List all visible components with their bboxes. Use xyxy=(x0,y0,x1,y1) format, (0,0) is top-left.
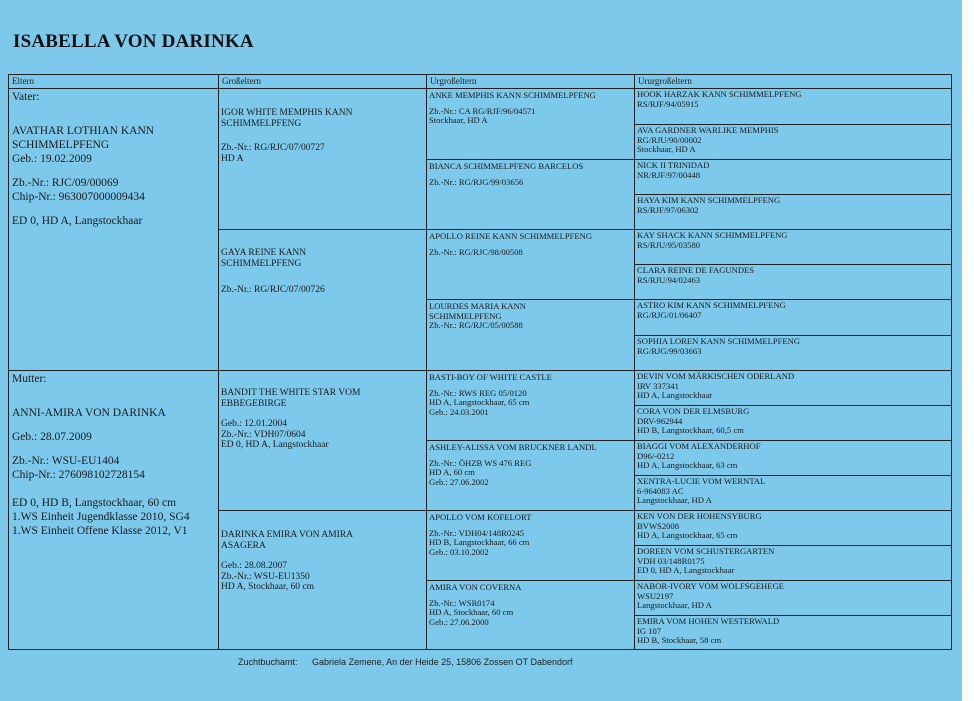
great-grandparent-registry: Zb.-Nr.: WSR0174 xyxy=(429,597,495,608)
gg-grandparent-registry: RG/RJU/90/00002 xyxy=(637,134,702,145)
gg-grandparent-cell xyxy=(637,442,761,471)
great-grandparent-info: HD A, Stockhaar, 60 cm xyxy=(429,607,514,618)
gg-grandparent-registry: NR/RJF/97/00448 xyxy=(637,169,701,180)
page-title: ISABELLA VON DARINKA xyxy=(13,31,254,52)
great-grandparent-info: HD B, Langstockhaar, 66 cm xyxy=(429,537,530,548)
grandparent-name: SCHIMMELPFENG xyxy=(221,258,302,269)
sire-label: Vater: xyxy=(12,91,40,103)
gg-grandparent-cell xyxy=(637,90,801,109)
great-grandparent-name: ASHLEY-ALISSA VOM BRUCKNER LANDL xyxy=(429,442,597,452)
gg-grandparent-name: KEN VON DER HOHENSYBURG xyxy=(637,511,762,521)
sire-cell xyxy=(12,90,154,228)
gg-grandparent-name: CORA VON DER ELMSBURG xyxy=(637,406,750,416)
gg-grandparent-cell xyxy=(637,301,786,320)
gg-grandparent-cell xyxy=(637,617,779,646)
grandparent-name: ASAGERA xyxy=(221,540,266,551)
grandparent-birth: Geb.: 28.08.2007 xyxy=(221,561,287,571)
grandparent-cell xyxy=(221,530,353,593)
gg-grandparent-info: Stockhaar, HD A xyxy=(637,144,696,155)
row-divider xyxy=(218,510,951,511)
grandparent-info: HD A, Stockhaar, 60 cm xyxy=(221,582,315,592)
gg-grandparent-registry: RS/RJU/94/02463 xyxy=(637,274,701,285)
great-grandparent-cell xyxy=(429,373,552,417)
gg-grandparent-registry: DRV-962944 xyxy=(637,415,683,426)
sire-registry: Zb.-Nr.: RJC/09/00069 xyxy=(12,177,119,189)
great-grandparent-name: ANKE MEMPHIS KANN SCHIMMELPFENG xyxy=(429,90,596,100)
grandparent-birth: Geb.: 12.01.2004 xyxy=(221,419,287,429)
column-divider xyxy=(426,75,427,649)
grandparent-cell xyxy=(221,248,325,296)
dam-registry: Zb.-Nr.: WSU-EU1404 xyxy=(12,455,120,467)
gg-grandparent-name: HOOK HARZAK KANN SCHIMMELPFENG xyxy=(637,89,802,99)
gg-grandparent-name: NABOR-IVORY VOM WOLFSGEHEGE xyxy=(637,581,784,591)
gg-grandparent-cell xyxy=(637,231,788,250)
sire-info: ED 0, HD A, Langstockhaar xyxy=(12,215,143,227)
gg-grandparent-cell xyxy=(637,337,800,356)
gg-grandparent-registry: 6-964083 AC xyxy=(637,485,684,496)
sire-name-line1: AVATHAR LOTHIAN KANN xyxy=(12,125,155,137)
row-divider xyxy=(218,229,951,230)
grandparent-registry: Zb.-Nr.: RG/RJC/07/00727 xyxy=(221,143,325,153)
great-grandparent-info: Stockhaar, HD A xyxy=(429,115,488,126)
gg-grandparent-info: ED 0, HD A, Langstockhaar xyxy=(637,565,735,576)
gg-grandparent-name: CLARA REINE DE FAGUNDES xyxy=(637,265,755,275)
dam-title-1: 1.WS Einheit Jugendklasse 2010, SG4 xyxy=(12,511,190,523)
header-grosseltern: Großeltern xyxy=(222,76,261,86)
great-grandparent-info: HD A, 60 cm xyxy=(429,467,475,478)
great-grandparent-cell xyxy=(429,232,592,257)
great-grandparent-cell xyxy=(429,513,531,557)
gg-grandparent-cell xyxy=(637,126,779,155)
grandparent-registry: Zb.-Nr.: RG/RJC/07/00726 xyxy=(221,285,325,295)
gg-grandparent-info: Langstockhaar, HD A xyxy=(637,495,712,506)
gg-grandparent-registry: IRV 337341 xyxy=(637,380,679,391)
dam-name: ANNI-AMIRA VON DARINKA xyxy=(12,407,166,419)
great-grandparent-registry: Zb.-Nr.: RWS REG 05/0120 xyxy=(429,387,527,398)
great-grandparent-cell xyxy=(429,162,583,187)
great-grandparent-name: BIANCA SCHIMMELPFENG BARCELOS xyxy=(429,161,584,171)
grandparent-registry: Zb.-Nr.: WSU-EU1350 xyxy=(221,571,310,582)
grandparent-name: SCHIMMELPFENG xyxy=(221,118,302,129)
footer-label: Zuchtbuchamt: xyxy=(238,657,298,667)
gg-grandparent-cell xyxy=(637,196,780,215)
great-grandparent-name: APOLLO VOM KOFELORT xyxy=(429,512,532,522)
great-grandparent-cell xyxy=(429,302,526,331)
dam-chip: Chip-Nr.: 276098102728154 xyxy=(12,469,145,481)
great-grandparent-cell xyxy=(429,583,521,627)
footer-address: Gabriela Zemene, An der Heide 25, 15806 Zossen OT Dabendorf xyxy=(312,657,573,667)
dam-birth: Geb.: 28.07.2009 xyxy=(12,431,92,443)
grandparent-name: IGOR WHITE MEMPHIS KANN xyxy=(221,108,353,118)
gg-grandparent-cell xyxy=(637,547,774,576)
grandparent-registry: Zb.-Nr.: VDH07/0604 xyxy=(221,429,306,440)
gg-grandparent-registry: RS/RJF/94/05915 xyxy=(637,98,699,109)
great-grandparent-registry: Zb.-Nr.: ÖHZB WS 476 REG xyxy=(429,457,532,468)
column-divider xyxy=(218,75,219,649)
footer xyxy=(238,657,585,667)
gg-grandparent-cell xyxy=(637,407,749,436)
great-grandparent-birth: Geb.: 24.03.2001 xyxy=(429,406,489,417)
gg-grandparent-cell xyxy=(637,512,762,541)
header-eltern: Eltern xyxy=(12,76,34,86)
gg-grandparent-registry: RG/RJG/99/03663 xyxy=(637,345,702,356)
dam-cell xyxy=(12,372,190,538)
dam-label: Mutter: xyxy=(12,373,47,385)
great-grandparent-birth: Geb.: 03.10.2002 xyxy=(429,546,489,557)
great-grandparent-birth: Geb.: 27.06.2002 xyxy=(429,476,489,487)
great-grandparent-info: HD A, Langstockhaar, 65 cm xyxy=(429,397,530,408)
gg-grandparent-registry: BVWS2008 xyxy=(637,520,680,531)
grandparent-name: GAYA REINE KANN xyxy=(221,248,307,258)
grandparent-name: EBBEGEBIRGE xyxy=(221,398,287,409)
gg-grandparent-cell xyxy=(637,582,784,611)
sire-birth: Geb.: 19.02.2009 xyxy=(12,153,92,165)
pedigree-table xyxy=(8,74,952,650)
header-ururgrosseltern: Ururgroßeltern xyxy=(638,76,692,86)
header-urgrosseltern: Urgroßeltern xyxy=(430,76,477,86)
gg-grandparent-name: BIAGGI VOM ALEXANDERHOF xyxy=(637,441,761,451)
gg-grandparent-registry: RG/RJG/01/06407 xyxy=(637,309,702,320)
grandparent-info: HD A xyxy=(221,153,244,164)
header-divider xyxy=(9,88,951,89)
gg-grandparent-info: HD A, Langstockhaar, 65 cm xyxy=(637,530,738,541)
grandparent-name: DARINKA EMIRA VON AMIRA xyxy=(221,530,354,540)
grandparent-name: BANDIT THE WHITE STAR VOM xyxy=(221,388,361,398)
great-grandparent-birth: Geb.: 27.06.2000 xyxy=(429,616,489,627)
gg-grandparent-registry: RS/RJU/95/03580 xyxy=(637,239,701,250)
row-divider xyxy=(9,370,951,371)
gg-grandparent-name: ASTRO KIM KANN SCHIMMELPFENG xyxy=(637,300,786,310)
gg-grandparent-cell xyxy=(637,477,765,506)
sire-chip: Chip-Nr.: 963007000009434 xyxy=(12,191,145,203)
gg-grandparent-cell xyxy=(637,161,709,180)
grandparent-cell xyxy=(221,388,360,451)
gg-grandparent-registry: IG 107 xyxy=(637,625,662,636)
gg-grandparent-name: DEVIN VOM MÄRKISCHEN ODERLAND xyxy=(637,371,795,381)
dam-info: ED 0, HD B, Langstockhaar, 60 cm xyxy=(12,497,177,509)
great-grandparent-registry: Zb.-Nr.: CA RG/RJF/96/04571 xyxy=(429,105,536,116)
great-grandparent-registry: Zb.-Nr.: VDH04/148R0245 xyxy=(429,527,525,538)
great-grandparent-cell xyxy=(429,91,596,126)
great-grandparent-registry: Zb.-Nr.: RG/RJC/05/00588 xyxy=(429,320,523,331)
gg-grandparent-name: NICK II TRINIDAD xyxy=(637,160,710,170)
column-divider xyxy=(634,75,635,649)
great-grandparent-name: LOURDES MARIA KANN xyxy=(429,301,526,311)
gg-grandparent-info: HD B, Stockhaar, 58 cm xyxy=(637,635,722,646)
gg-grandparent-name: HAYA KIM KANN SCHIMMELPFENG xyxy=(637,195,781,205)
gg-grandparent-info: HD B, Langstockhaar, 60,5 cm xyxy=(637,425,744,436)
gg-grandparent-registry: WSU2197 xyxy=(637,590,674,601)
gg-grandparent-name: DOREEN VOM SCHUSTERGARTEN xyxy=(637,546,775,556)
gg-grandparent-registry: VDH 03/148R0175 xyxy=(637,555,705,566)
gg-grandparent-name: XENTRA-LUCIE VOM WERNTAL xyxy=(637,476,766,486)
dam-title-2: 1.WS Einheit Offene Klasse 2012, V1 xyxy=(12,525,188,537)
great-grandparent-registry: Zb.-Nr.: RG/RJG/99/03656 xyxy=(429,176,524,187)
gg-grandparent-cell xyxy=(637,266,754,285)
gg-grandparent-name: EMIRA VOM HOHEN WESTERWALD xyxy=(637,616,780,626)
sire-name-line2: SCHIMMELPFENG xyxy=(12,139,110,151)
gg-grandparent-registry: D96/-0212 xyxy=(637,450,675,461)
great-grandparent-name: BASTI-BOY OF WHITE CASTLE xyxy=(429,372,552,382)
gg-grandparent-cell xyxy=(637,372,794,401)
gg-grandparent-info: HD A, Langstockhaar xyxy=(637,390,713,401)
great-grandparent-registry: Zb.-Nr.: RG/RJC/98/00508 xyxy=(429,246,523,257)
gg-grandparent-info: HD A, Langstockhaar, 63 cm xyxy=(637,460,738,471)
great-grandparent-name: AMIRA VON COVERNA xyxy=(429,582,522,592)
gg-grandparent-name: AVA GARDNER WARLIKE MEMPHIS xyxy=(637,125,779,135)
gg-grandparent-name: KAY SHACK KANN SCHIMMELPFENG xyxy=(637,230,788,240)
grandparent-info: ED 0, HD A, Langstockhaar xyxy=(221,440,329,450)
great-grandparent-name: SCHIMMELPFENG xyxy=(429,310,502,321)
gg-grandparent-registry: RS/RJF/97/06302 xyxy=(637,204,699,215)
great-grandparent-cell xyxy=(429,443,597,487)
scan-margin xyxy=(962,0,974,701)
gg-grandparent-info: Langstockhaar, HD A xyxy=(637,600,712,611)
grandparent-cell xyxy=(221,108,353,164)
great-grandparent-name: APOLLO REINE KANN SCHIMMELPFENG xyxy=(429,231,593,241)
gg-grandparent-name: SOPHIA LOREN KANN SCHIMMELPFENG xyxy=(637,336,801,346)
